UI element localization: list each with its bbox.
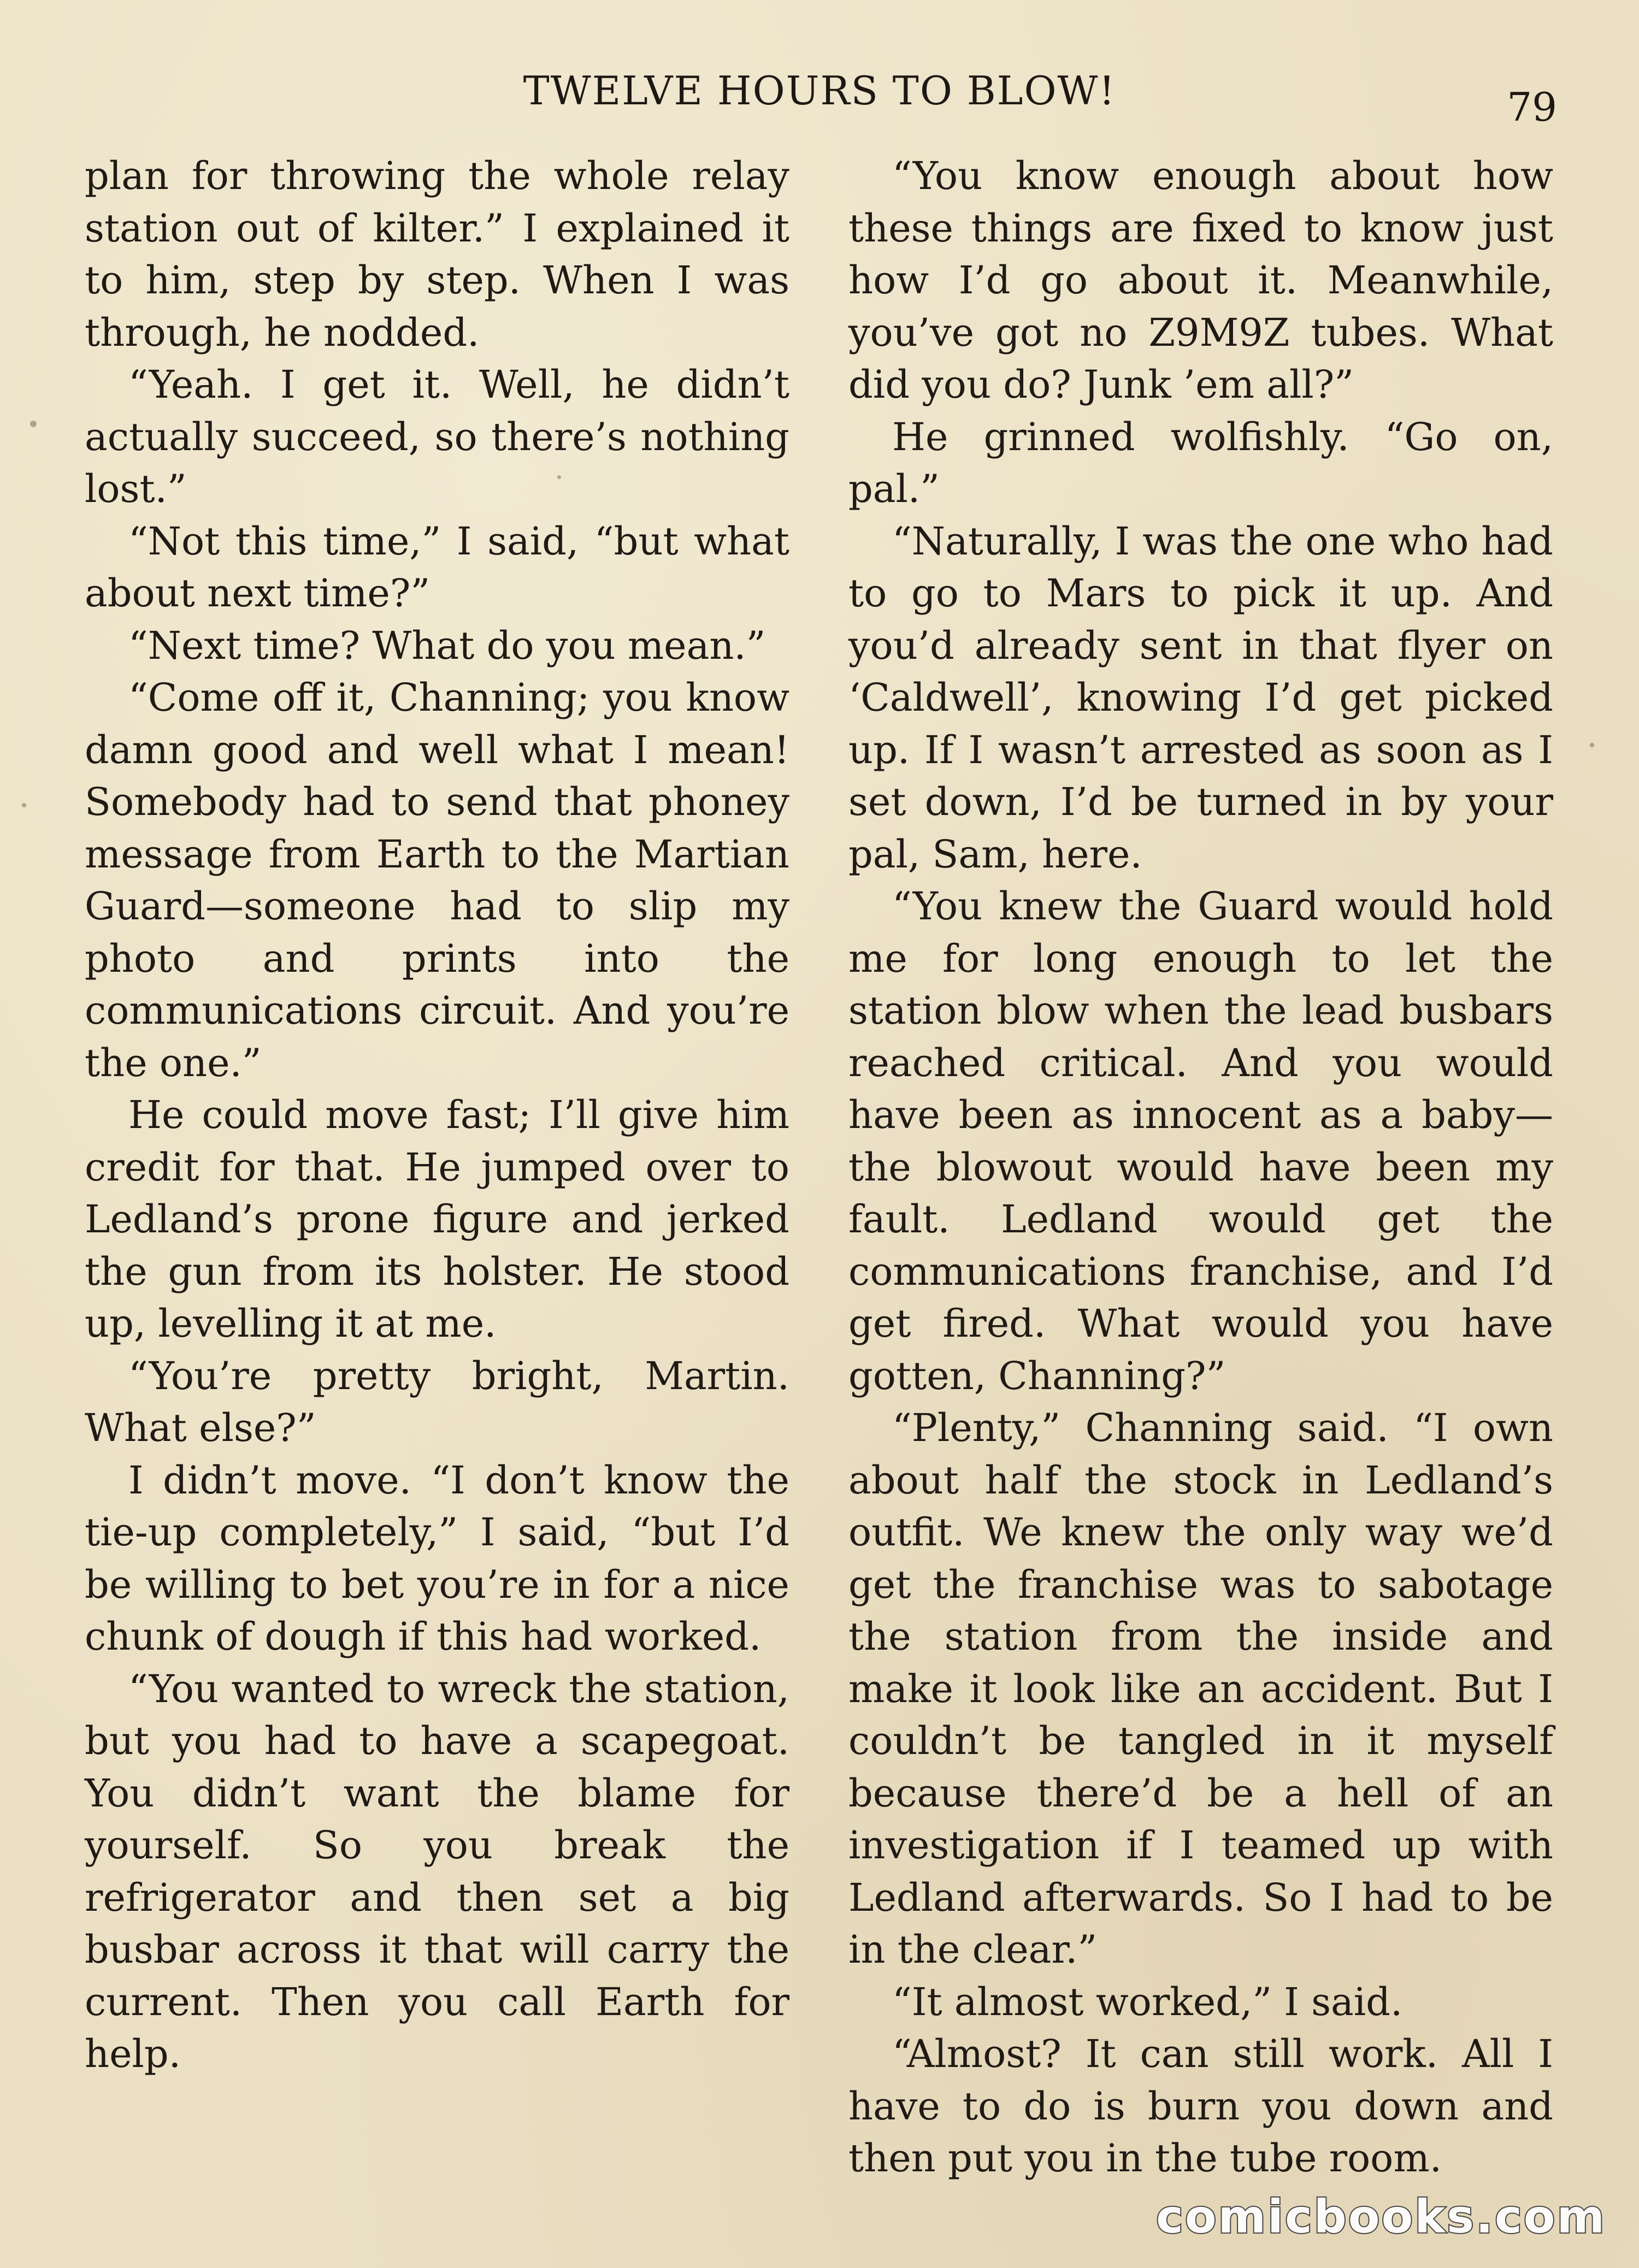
page-number: 79 [1507,84,1557,130]
left-column [85,150,789,2081]
paragraph: “Come off it, Channing; you know damn good and well what I mean! Somebody had to send that phoney message from Earth to the Martian Guard—someone had to slip my photo and prints into the communications circuit. And you’re the one.” [85,675,789,1085]
paragraph: “Plenty,” Channing said. “I own about half the stock in Ledland’s outfit. We knew the only way we’d get the franchise was to sabotage the station from the inside and make it look like an accident. But I couldn’t be tangled in it myself because there’d be a hell of an investigation if I teamed up with Ledland afterwards. So I had to be in the clear.” [848,1405,1553,1972]
paragraph: plan for throwing the whole relay station out of kilter.” I explained it to him, step by step. When I was through, he nodded. [85,153,789,355]
paragraph: “You know enough about how these things are fixed to know just how I’d go about it. Meanwhile, you’ve got no Z9M9Z tubes. What did you do? Junk ’em all?” [848,153,1553,407]
paper-speck [22,803,26,807]
paragraph: “You’re pretty bright, Martin. What else?” [85,1353,789,1450]
paragraph: I didn’t move. “I don’t know the tie-up completely,” I said, “but I’d be willing to bet you’re in for a nice chunk of dough if this had worked. [85,1457,789,1659]
paragraph: “It almost worked,” I said. [892,1979,1403,2024]
paragraph: “Naturally, I was the one who had to go to Mars to pick it up. And you’d already sent in that flyer on ‘Caldwell’, knowing I’d get picked up. If I wasn’t arrested as soon as I set down, I’d be turned in by your pal, Sam, here. [848,518,1553,877]
paragraph: “Not this time,” I said, “but what about next time?” [85,518,789,616]
running-title: TWELVE HOURS TO BLOW! [523,68,1116,114]
paragraph: “You knew the Guard would hold me for long enough to let the station blow when the lead busbars reached critical. And you would have been as innocent as a baby—the blowout would have been my fault. Ledland would get the communications franchise, and I’d get fired. What would you have gotten, Channing?” [848,884,1553,1398]
paper-speck [30,421,37,427]
paragraph: “You wanted to wreck the station, but you had to have a scapegoat. You didn’t want the blame for yourself. So you break the refrigerator and then set a big busbar across it that will carry the current. Then you call Earth for help. [85,1666,789,2076]
paper-speck [557,475,561,479]
paragraph: He could move fast; I’ll give him credit for that. He jumped over to Ledland’s prone figure and jerked the gun from its holster. He stood up, levelling it at me. [85,1092,789,1346]
paragraph: “Next time? What do you mean.” [128,623,766,668]
paragraph: “Yeah. I get it. Well, he didn’t actually succeed, so there’s nothing lost.” [85,362,789,511]
watermark-logo: comicbooks.com [1156,2190,1606,2243]
paragraph: “Almost? It can still work. All I have to do is burn you down and then put you in the tube room. [848,2031,1553,2181]
right-column [848,150,1553,2185]
paragraph: He grinned wolfishly. “Go on, pal.” [848,414,1553,511]
paper-speck [1590,743,1594,747]
